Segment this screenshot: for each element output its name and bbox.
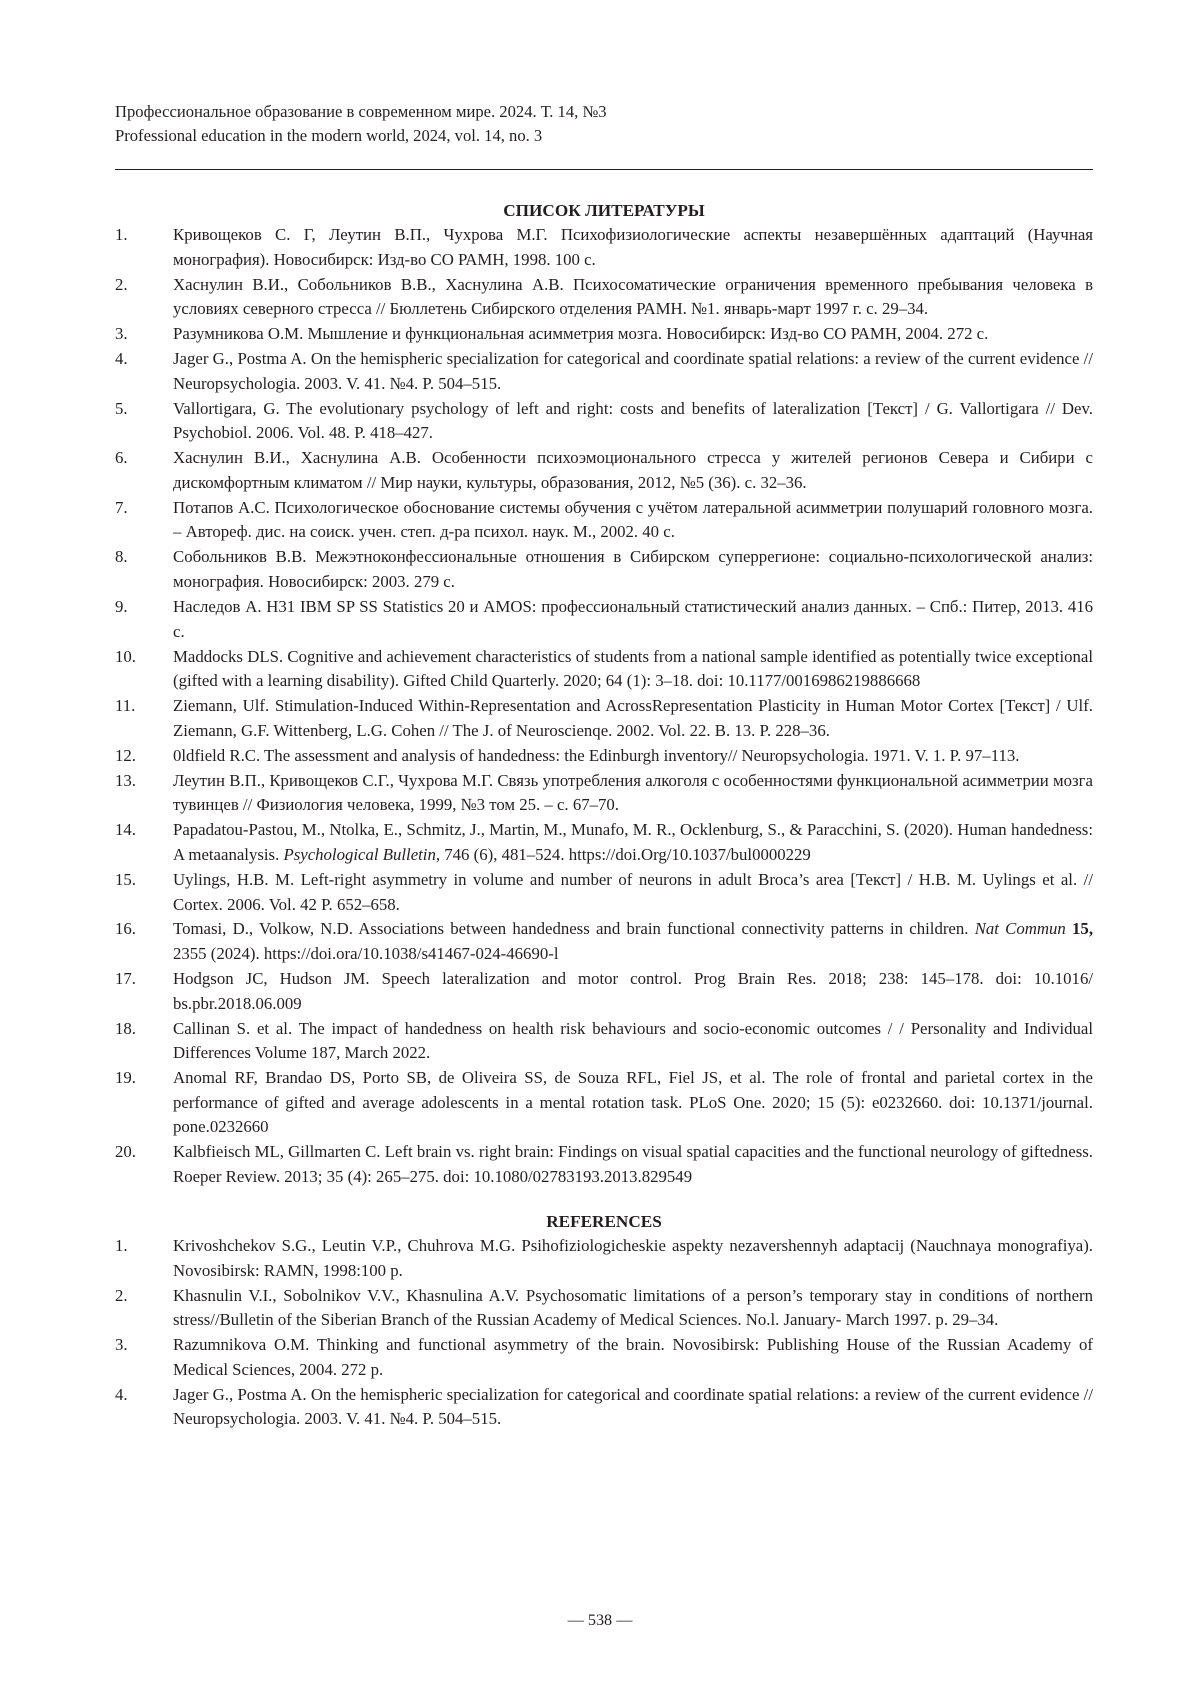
header-line-ru: Профессиональное образование в современном мире. 2024. Т. 14, №3: [115, 100, 1093, 124]
ref-number: 3.: [115, 1333, 128, 1358]
ref-number: 10.: [115, 645, 136, 670]
header-rule: [115, 169, 1093, 170]
ref-text: Jager G., Postma A. On the hemispheric specialization for categorical and coordinate spatial relations: a review of the current evidence // Neuropsychologia. 2003. V. 41. №4. P. 504–515.: [173, 349, 1093, 393]
literature-item: [115, 397, 1093, 446]
ref-volume-bold: 15,: [1066, 919, 1093, 938]
literature-list: [115, 223, 1093, 1190]
ref-number: 6.: [115, 446, 128, 471]
ref-number: 14.: [115, 818, 136, 843]
literature-item: [115, 645, 1093, 694]
references-title: REFERENCES: [115, 1210, 1093, 1234]
ref-text-tail: 746 (6), 481–524. https://doi.Org/10.1037/bul0000229: [440, 845, 811, 864]
ref-text: Наследов А. Н31 IBM SP SS Statistics 20 и AMOS: профессиональный статистический анализ данных. – Спб.: Питер, 2013. 416 с.: [173, 597, 1093, 641]
ref-text: Потапов А.С. Психологическое обоснование системы обучения с учётом латеральной асимметрии полушарий головного мозга. – Автореф. дис. на соиск. учен. степ. д-ра психол. наук. М., 2002. 40 с.: [173, 498, 1093, 542]
ref-number: 9.: [115, 595, 128, 620]
ref-number: 18.: [115, 1017, 136, 1042]
literature-item: [115, 967, 1093, 1016]
ref-number: 1.: [115, 223, 128, 248]
literature-item: [115, 1017, 1093, 1066]
ref-number: 4.: [115, 347, 128, 372]
literature-item: [115, 1066, 1093, 1140]
section-gap: [115, 1190, 1093, 1210]
ref-number: 15.: [115, 868, 136, 893]
ref-number: 17.: [115, 967, 136, 992]
literature-item: [115, 595, 1093, 644]
ref-text-tail: 2355 (2024). https://doi.ora/10.1038/s41467-024-46690-l: [173, 944, 558, 963]
ref-text: Vallortigara, G. The evolutionary psychology of left and right: costs and benefits of lateralization [Текст] / G. Vallortigara // Dev. Psychobiol. 2006. Vol. 48. P. 418–427.: [173, 399, 1093, 443]
reference-item: [115, 1234, 1093, 1283]
ref-number: 20.: [115, 1140, 136, 1165]
ref-text: Khasnulin V.I., Sobolnikov V.V., Khasnulina A.V. Psychosomatic limitations of a person’s temporary stay in conditions of northern stress//Bulletin of the Siberian Branch of the Russian Academy of Medical Sciences. No.l. January- March 1997. p. 29–34.: [173, 1286, 1093, 1330]
ref-text: Krivoshchekov S.G., Leutin V.P., Chuhrova M.G. Psihofiziologicheskie aspekty nezavershennyh adaptacij (Nauchnaya monografiya). Novosibirsk: RAMN, 1998:100 p.: [173, 1236, 1093, 1280]
ref-number: 7.: [115, 496, 128, 521]
header-line-en: Professional education in the modern world, 2024, vol. 14, no. 3: [115, 124, 1093, 148]
ref-journal-italic: Psychological Bulletin,: [283, 845, 440, 864]
reference-item: [115, 1284, 1093, 1333]
ref-number: 12.: [115, 744, 136, 769]
ref-text: Razumnikova O.M. Thinking and functional asymmetry of the brain. Novosibirsk: Publishing House of the Russian Academy of Medical Sciences, 2004. 272 p.: [173, 1335, 1093, 1379]
journal-page: [0, 0, 1200, 1697]
literature-item: [115, 1140, 1093, 1189]
ref-number: 8.: [115, 545, 128, 570]
literature-item: [115, 496, 1093, 545]
references-list: [115, 1234, 1093, 1432]
ref-number: 5.: [115, 397, 128, 422]
literature-item: [115, 694, 1093, 743]
ref-number: 1.: [115, 1234, 128, 1259]
literature-item: [115, 446, 1093, 495]
reference-item: [115, 1383, 1093, 1432]
literature-item: [115, 273, 1093, 322]
ref-text: Хаснулин В.И., Собольников В.В., Хаснулина А.В. Психосоматические ограничения временного пребывания человека в условиях северного стресса // Бюллетень Сибирского отделения РАМН. №1. январь-март 1997 г. с. 29–34.: [173, 275, 1093, 319]
literature-item: [115, 223, 1093, 272]
literature-item: [115, 545, 1093, 594]
ref-text: Uylings, H.B. M. Left-right asymmetry in volume and number of neurons in adult Broca’s area [Текст] / H.B. M. Uylings et al. // Cortex. 2006. Vol. 42 P. 652–658.: [173, 870, 1093, 914]
ref-text: Ziemann, Ulf. Stimulation-Induced Within-Representation and AcrossRepresentation Plasticity in Human Motor Cortex [Текст] / Ulf. Ziemann, G.F. Wittenberg, L.G. Cohen // The J. of Neuroscienqe. 2002. Vol. 22. B. 13. P. 228–36.: [173, 696, 1093, 740]
ref-number: 11.: [115, 694, 135, 719]
ref-text: Хаснулин В.И., Хаснулина А.В. Особенности психоэмоционального стресса у жителей регионов Севера и Сибири с дискомфортным климатом // Мир науки, культуры, образования, 2012, №5 (36). с. 32–36.: [173, 448, 1093, 492]
literature-title: СПИСОК ЛИТЕРАТУРЫ: [115, 199, 1093, 223]
page-number: — 538 —: [0, 1611, 1200, 1630]
article-body: [115, 199, 1093, 1432]
literature-item: [115, 347, 1093, 396]
literature-item: [115, 322, 1093, 347]
ref-text: Jager G., Postma A. On the hemispheric specialization for categorical and coordinate spatial relations: a review of the current evidence // Neuropsychologia. 2003. V. 41. №4. P. 504–515.: [173, 1385, 1093, 1429]
literature-item: [115, 868, 1093, 917]
ref-text: Собольников В.В. Межэтноконфессиональные отношения в Сибирском суперрегионе: социально-психологической анализ: монография. Новосибирск: 2003. 279 с.: [173, 547, 1093, 591]
ref-text: Tomasi, D., Volkow, N.D. Associations between handedness and brain functional connectivity patterns in children.: [173, 919, 975, 938]
ref-number: 3.: [115, 322, 128, 347]
ref-text: Кривощеков С. Г, Леутин В.П., Чухрова М.Г. Психофизиологические аспекты незавершённых адаптаций (Научная монография). Новосибирск: Изд-во СО РАМН, 1998. 100 с.: [173, 225, 1093, 269]
ref-text: Papadatou-Pastou, M., Ntolka, E., Schmitz, J., Martin, M., Munafo, M. R., Ocklenburg, S., & Paracchini, S. (2020). Human handedness: A metaanalysis.: [173, 820, 1093, 864]
ref-text: 0ldfield R.C. The assessment and analysis of handedness: the Edinburgh inventory// Neuropsychologia. 1971. V. 1. P. 97–113.: [173, 746, 1019, 765]
literature-item: [115, 818, 1093, 867]
ref-number: 13.: [115, 769, 136, 794]
ref-journal-italic: Nat Commun: [975, 919, 1066, 938]
ref-text: Callinan S. et al. The impact of handedness on health risk behaviours and socio-economic outcomes / / Personality and Individual Differences Volume 187, March 2022.: [173, 1019, 1093, 1063]
ref-text: Maddocks DLS. Cognitive and achievement characteristics of students from a national sample identified as potentially twice exceptional (gifted with a learning disability). Gifted Child Quarterly. 2020; 64 (1): 3–18. doi: 10.1177/0016986219886668: [173, 647, 1093, 691]
ref-number: 19.: [115, 1066, 136, 1091]
ref-number: 2.: [115, 1284, 128, 1309]
literature-item: [115, 769, 1093, 818]
literature-item: [115, 917, 1093, 966]
ref-number: 2.: [115, 273, 128, 298]
literature-item: [115, 744, 1093, 769]
ref-text: Леутин В.П., Кривощеков С.Г., Чухрова М.Г. Связь употребления алкоголя с особенностями функциональной асимметрии мозга тувинцев // Физиология человека, 1999, №3 том 25. – с. 67–70.: [173, 771, 1093, 815]
ref-text: Kalbfieisch ML, Gillmarten C. Left brain vs. right brain: Findings on visual spatial capacities and the functional neurology of giftedness. Roeper Review. 2013; 35 (4): 265–275. doi: 10.1080/02783193.2013.829549: [173, 1142, 1093, 1186]
ref-number: 16.: [115, 917, 136, 942]
running-header: [115, 100, 1093, 148]
reference-item: [115, 1333, 1093, 1382]
ref-text: Anomal RF, Brandao DS, Porto SB, de Oliveira SS, de Souza RFL, Fiel JS, et al. The role of frontal and parietal cortex in the performance of gifted and average adolescents in a mental rotation task. PLoS One. 2020; 15 (5): e0232660. doi: 10.1371/journal. pone.0232660: [173, 1068, 1093, 1136]
ref-number: 4.: [115, 1383, 128, 1408]
ref-text: Разумникова О.М. Мышление и функциональная асимметрия мозга. Новосибирск: Изд-во СО РАМН, 2004. 272 с.: [173, 324, 988, 343]
ref-text: Hodgson JC, Hudson JM. Speech lateralization and motor control. Prog Brain Res. 2018; 238: 145–178. doi: 10.1016/ bs.pbr.2018.06.009: [173, 969, 1093, 1013]
